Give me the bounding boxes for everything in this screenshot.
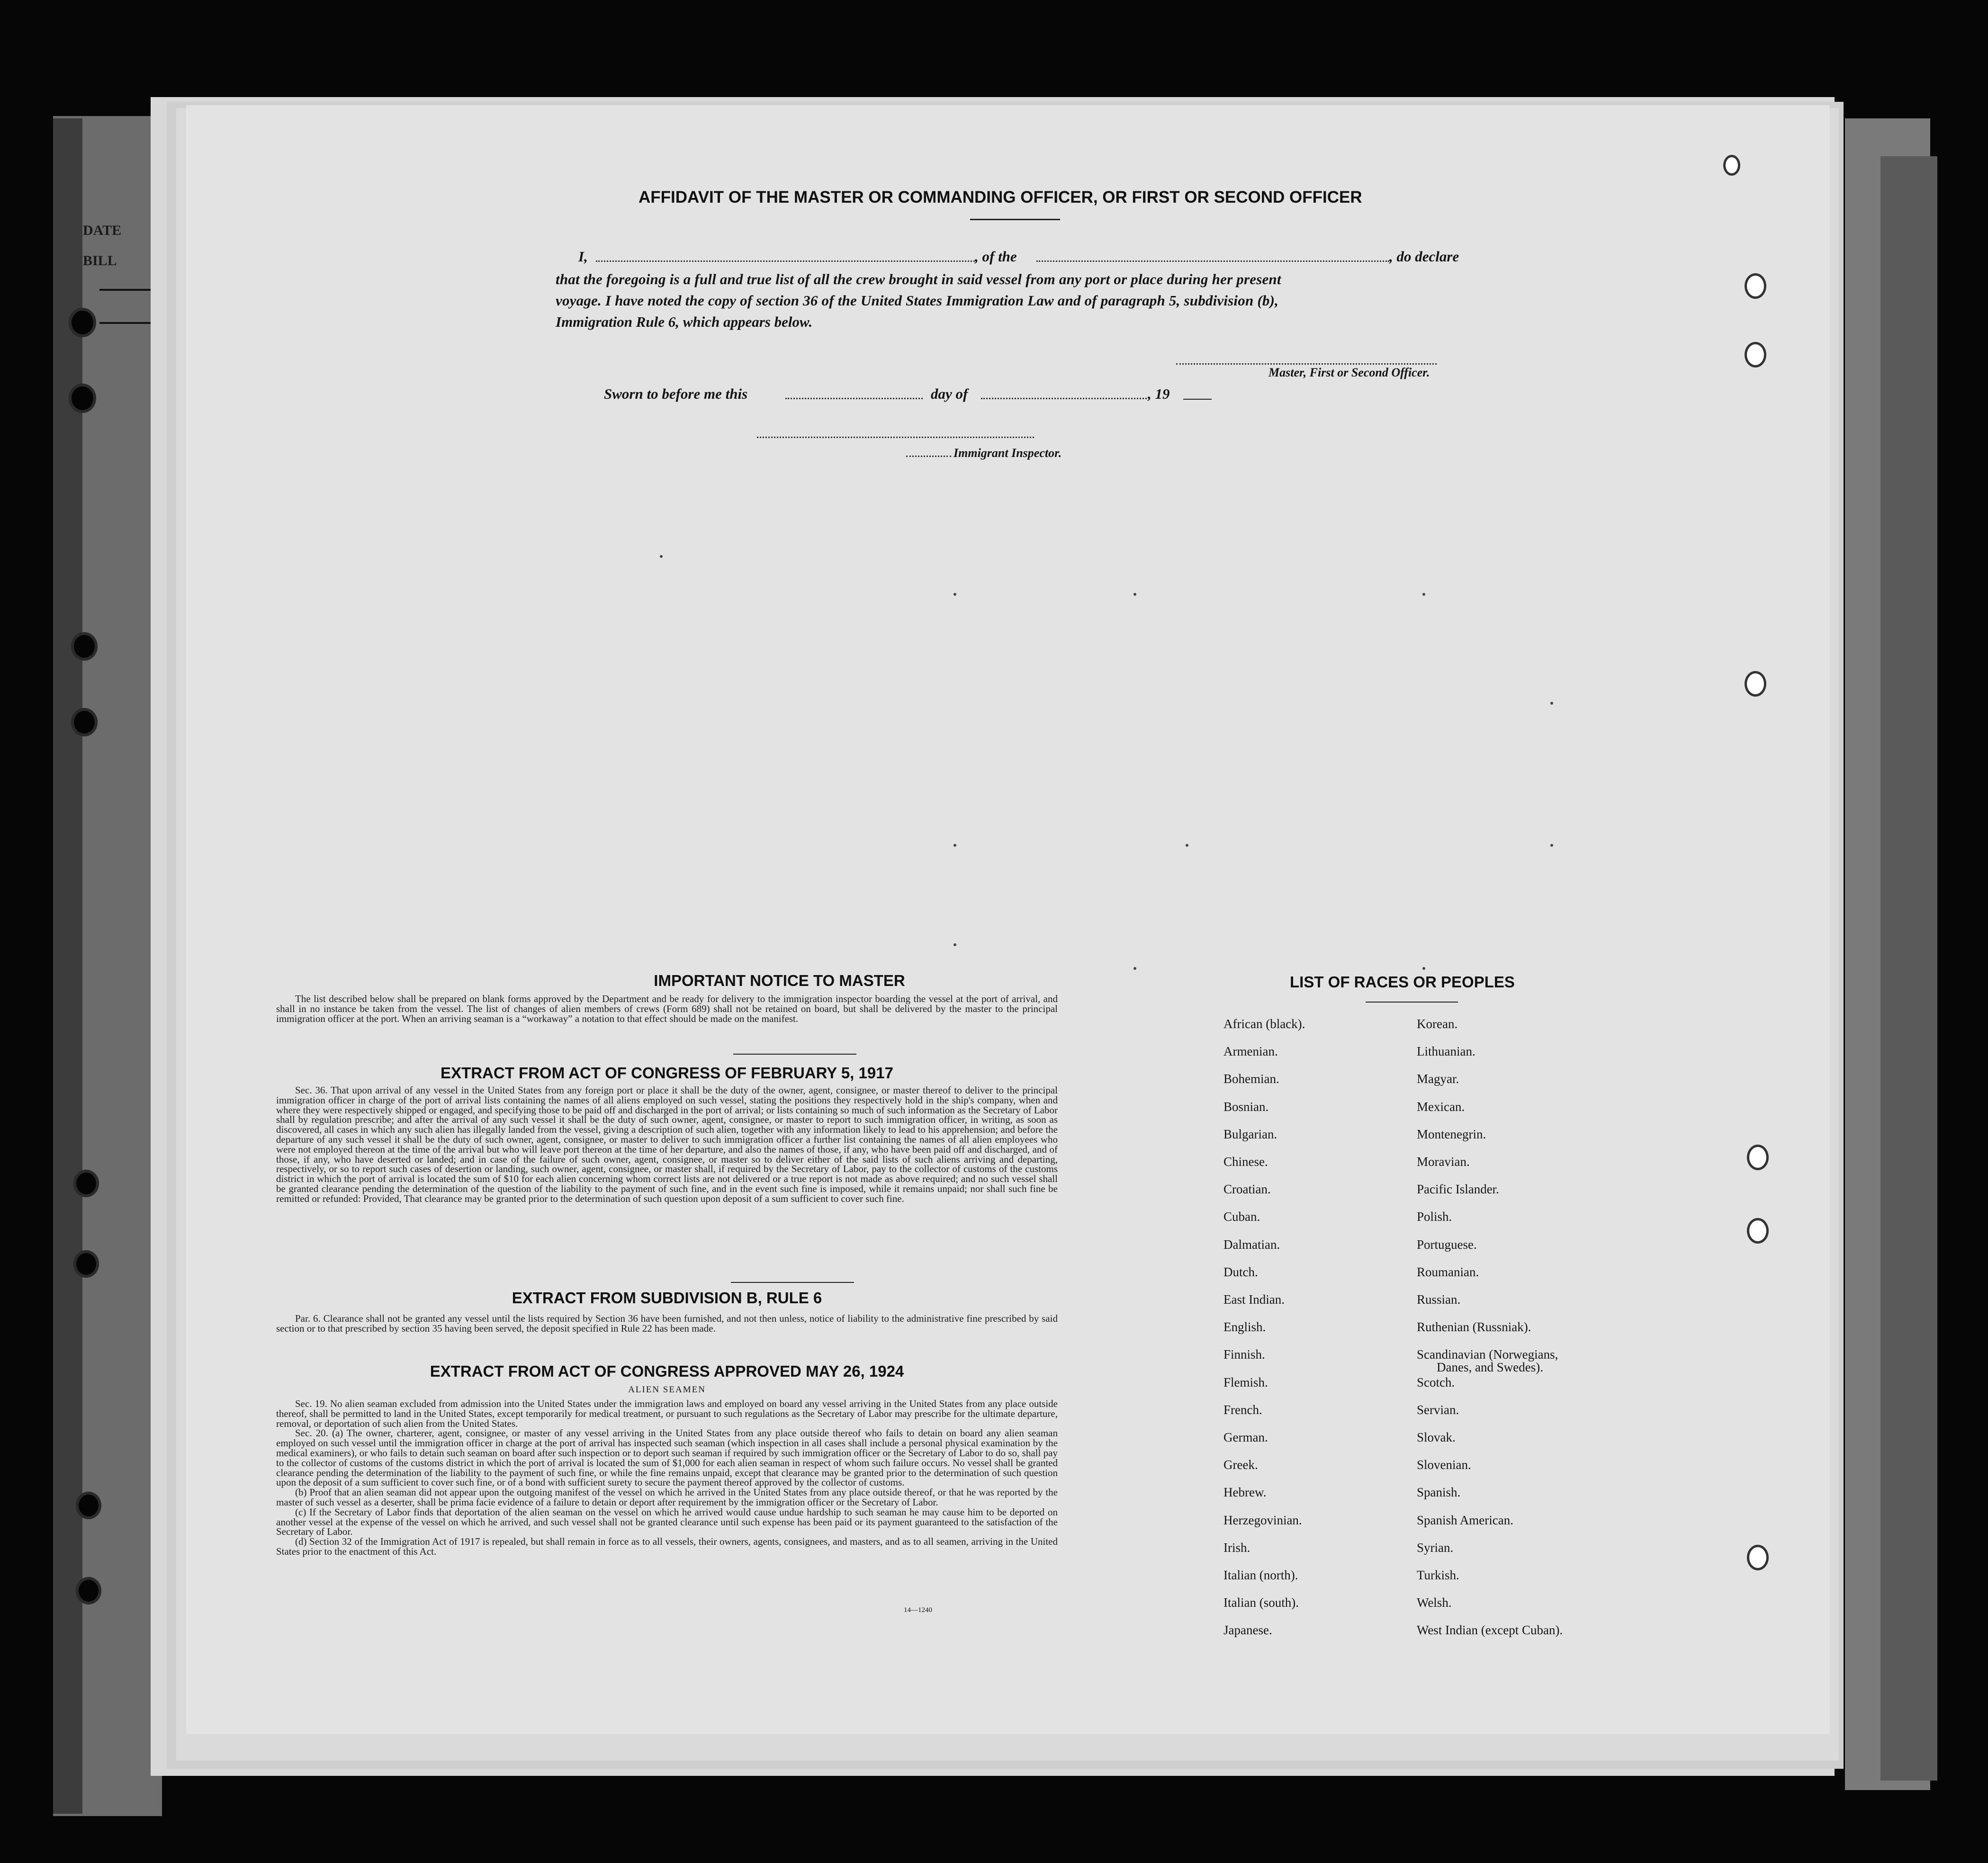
binder-spine	[53, 118, 82, 1814]
ring-hole	[1723, 155, 1740, 176]
inspector-dots	[906, 456, 951, 457]
ring-hole	[1747, 1545, 1769, 1570]
race-item: Croatian.	[1223, 1182, 1271, 1197]
race-item: Montenegrin.	[1417, 1127, 1486, 1141]
races-title: LIST OF RACES OR PEOPLES	[1290, 973, 1515, 991]
race-item: Greek.	[1223, 1458, 1258, 1472]
vessel-blank[interactable]	[1036, 260, 1389, 262]
of-the-label: , of the	[975, 248, 1017, 265]
year-label: , 19	[1148, 385, 1170, 402]
notice-text: The list described below shall be prepared on blank forms approved by the Department and be ready for delivery to the immigration inspector boarding the vessel at the port of arrival, and shall in no instance be taken from the vessel. The list of changes of alien members of crews (Form 689) shall not be retained on board, but shall be delivered by the master to the principal immigration officer at the port. When an arriving seaman is a “workaway” a notation to that effect should be made on the manifest.	[276, 993, 1058, 1024]
sworn-month-blank[interactable]	[981, 398, 1147, 399]
sworn-label: Sworn to before me this	[604, 385, 748, 402]
binder-hole	[73, 1170, 99, 1197]
race-item: Spanish American.	[1417, 1513, 1513, 1527]
name-blank[interactable]	[596, 260, 975, 262]
race-item: English.	[1223, 1320, 1266, 1335]
affidavit-line-2: voyage. I have noted the copy of section 36 of the United States Immigration Law and of paragraph 5, subdivision (b),	[556, 292, 1279, 309]
race-item: Syrian.	[1417, 1540, 1454, 1555]
binder-tab-line	[99, 289, 156, 291]
ring-hole	[1747, 1218, 1769, 1244]
race-item: Portuguese.	[1417, 1237, 1477, 1252]
inspector-label: Immigrant Inspector.	[954, 446, 1062, 460]
inspector-signature-line[interactable]	[757, 437, 1034, 438]
sworn-day-blank[interactable]	[785, 398, 923, 399]
race-item: Dutch.	[1223, 1264, 1258, 1279]
race-item: Bulgarian.	[1223, 1127, 1277, 1141]
binder-hole	[69, 384, 96, 413]
extract-1924-text: Sec. 19. No alien seaman excluded from admission into the United States under the immigration laws and employed on board any vessel arriving in the United States from any place outside thereof, shall be permitted to land in the United States, except temporarily for medical treatment, or pursuant to such regulations as the Secretary of Labor may prescribe for the ultimate departure, removal, or deportation of such alien from the United States. Sec. 20. (a) The owner, charterer, agent, consignee, or master of any vessel arriving in the United States from any place outside thereof who fails to detain on board any alien seaman employed on such vessel until the immigration officer in charge at the port of arrival has inspected such seaman (which inspection in all cases shall include a personal physical examination by the medical examiners), or who fails to detain such seaman on board after such inspection or to deport such seaman if required by such immigration officer or the Secretary of Labor to do so, shall pay to the collector of customs of the customs district in which the port of arrival is located the sum of $1,000 for each alien seaman in respect of whom such failure occurs. No vessel shall be granted clearance pending the determination of the liability to the payment of such fine, or while the fine remains unpaid, except that clearance may be granted prior to the determination of such question upon the deposit of a sum sufficient to cover such fine, or of a bond with sufficient surety to secure the payment thereof approved by the collector of customs. (b) Proof that an alien seaman did not appear upon the outgoing manifest of the vessel on which he arrived in the United States from any place outside thereof, or that he was reported by the master of such vessel as a deserter, shall be prima facie evidence of a failure to detain or deport after requirement by the immigration officer or the Secretary of Labor. (c) If the Secretary of Labor finds that deportation of the alien seaman on the vessel on which he arrived would cause undue hardship to such seaman he may cause him to be deported on another vessel at the expense of the vessel on which he arrived, and such vessel shall not be granted clearance until such expense has been paid or its payment guaranteed to the satisfaction of the Secretary of Labor. (d) Section 32 of the Immigration Act of 1917 is repealed, but shall remain in force as to all vessels, their owners, agents, consignees, and masters, and as to all seamen, arriving in the United States prior to the enactment of this Act.	[276, 1398, 1058, 1557]
binder-hole	[71, 632, 98, 661]
race-item: Magyar.	[1417, 1072, 1459, 1086]
ring-hole	[1745, 273, 1766, 299]
race-item: Lithuanian.	[1417, 1044, 1475, 1059]
race-item: Scotch.	[1417, 1375, 1455, 1389]
race-item: Armenian.	[1223, 1044, 1278, 1059]
ring-hole	[1747, 1145, 1769, 1170]
binder-tab	[83, 215, 121, 276]
binder-hole	[76, 1492, 101, 1519]
notice-title: IMPORTANT NOTICE TO MASTER	[654, 972, 905, 989]
crew-list-affidavit-page	[186, 105, 1830, 1734]
extract-1924-subtitle: ALIEN SEAMEN	[628, 1385, 706, 1395]
race-item: Ruthenian (Russniak).	[1417, 1320, 1531, 1335]
binder-hole	[73, 1250, 99, 1278]
race-item: Italian (south).	[1223, 1595, 1299, 1610]
race-item: Korean.	[1417, 1017, 1458, 1031]
race-item: Polish.	[1417, 1209, 1452, 1224]
race-item: Pacific Islander.	[1417, 1182, 1499, 1197]
divider	[1366, 1002, 1458, 1003]
i-label: I,	[578, 248, 588, 265]
extract-1917-title: EXTRACT FROM ACT OF CONGRESS OF FEBRUARY 5, 1917	[441, 1064, 893, 1082]
race-item: Spanish.	[1417, 1485, 1461, 1500]
race-item: Herzegovinian.	[1223, 1513, 1302, 1527]
race-item: African (black).	[1223, 1017, 1305, 1031]
race-item: Turkish.	[1417, 1568, 1459, 1582]
race-item: Hebrew.	[1223, 1485, 1267, 1500]
race-item: Dalmatian.	[1223, 1237, 1280, 1252]
ring-hole	[1745, 342, 1766, 367]
binder-tab-line	[99, 322, 156, 324]
race-item: East Indian.	[1223, 1292, 1285, 1307]
race-item: Bohemian.	[1223, 1072, 1279, 1086]
race-item: West Indian (except Cuban).	[1417, 1623, 1563, 1638]
extract-1924-title: EXTRACT FROM ACT OF CONGRESS APPROVED MAY 26, 1924	[430, 1362, 904, 1380]
binder-hole	[69, 308, 96, 337]
race-item: Italian (north).	[1223, 1568, 1298, 1582]
race-item: German.	[1223, 1430, 1268, 1444]
race-item: Mexican.	[1417, 1099, 1465, 1114]
binder-tab-bill: BILL	[83, 253, 117, 269]
race-item: Slovenian.	[1417, 1458, 1471, 1472]
race-item: Roumanian.	[1417, 1264, 1479, 1279]
binder-hole	[76, 1577, 101, 1604]
divider	[970, 219, 1060, 220]
do-declare-label: , do declare	[1389, 248, 1459, 265]
divider	[733, 1054, 856, 1055]
binder-cover-right-edge	[1880, 156, 1937, 1781]
race-item: Cuban.	[1223, 1209, 1260, 1224]
race-item: Irish.	[1223, 1540, 1250, 1555]
race-item: French.	[1223, 1402, 1262, 1417]
race-item: Servian.	[1417, 1402, 1459, 1417]
form-number: 14—1240	[904, 1606, 932, 1614]
binder-hole	[71, 708, 98, 736]
master-signature-line[interactable]	[1176, 363, 1437, 365]
divider	[731, 1282, 854, 1283]
race-item: Japanese.	[1223, 1623, 1272, 1638]
race-item: Moravian.	[1417, 1155, 1470, 1169]
extract-1917-text: Sec. 36. That upon arrival of any vessel in the United States from any foreign port or place it shall be the duty of the owner, agent, consignee, or master thereof to deliver to the principal immigration officer in charge of the port of arrival lists containing the names of all aliens employed on such vessel, stating the positions they respectively hold in the ship's company, when and where they were respectively shipped or engaged, and specifying those to be paid off and discharged in the port of arrival; or lists containing so much of such information as the Secretary of Labor shall by regulation prescribe; and after the arrival of any such vessel it shall be the duty of such owner, agent, consignee, or master to report to such immigration officer, in writing, as soon as discovered, all cases in which any such alien has illegally landed from the vessel, giving a description of such alien, together with any information likely to lead to his apprehension; and before the departure of any such vessel it shall be the duty of such owner, agent, consignee, or master to deliver to such immigration officer a further list containing the names of all alien employees who were not employed thereon at the time of the arrival but who will leave port thereon at the time of her departure, and also the names of those, if any, who have been paid off and discharged, and of those, if any, who have deserted or landed; and in case of the failure of such owner, agent, consignee, or master so to deliver either of the said lists of such aliens arriving and departing, respectively, or so to report such cases of desertion or landing, such owner, agent, consignee, or master shall, if required by the Secretary of Labor, pay to the collector of customs of the customs district in which the port of arrival is located the sum of $10 for each alien concerning whom correct lists are not delivered or a true report is not made as above required; and no such vessel shall be granted clearance pending the determination of the question of the liability to the payment of such fine, and in the event such fine is imposed, while it remains unpaid; nor shall such fine be remitted or refunded: Provided, That clearance may be granted prior to the determination of such question upon deposit of a sum sufficient to cover such fine.	[276, 1084, 1058, 1204]
master-signature-label: Master, First or Second Officer.	[1268, 366, 1430, 379]
race-item: Chinese.	[1223, 1155, 1268, 1169]
day-of-label: day of	[931, 385, 968, 402]
year-blank[interactable]	[1183, 399, 1212, 400]
race-item: Welsh.	[1417, 1595, 1452, 1610]
extract-rule6-title: EXTRACT FROM SUBDIVISION B, RULE 6	[512, 1289, 822, 1307]
race-item: Flemish.	[1223, 1375, 1268, 1389]
affidavit-title: AFFIDAVIT OF THE MASTER OR COMMANDING OFFICER, OR FIRST OR SECOND OFFICER	[639, 188, 1362, 206]
extract-rule6-text: Par. 6. Clearance shall not be granted any vessel until the lists required by Section 36 have been furnished, and not then unless, notice of liability to the administrative fine prescribed by said section or to that prescribed by section 35 having been served, the deposit specified in Rule 22 has been made.	[276, 1313, 1058, 1334]
affidavit-line-3: Immigration Rule 6, which appears below.	[556, 313, 813, 330]
race-item: Bosnian.	[1223, 1099, 1269, 1114]
binder-tab-date: DATE	[83, 223, 122, 238]
race-item: Slovak.	[1417, 1430, 1456, 1444]
race-item: Scandinavian (Norwegians,	[1417, 1347, 1558, 1362]
race-item: Finnish.	[1223, 1347, 1265, 1362]
affidavit-line-1: that the foregoing is a full and true list of all the crew brought in said vessel from any port or place during her present	[556, 271, 1281, 287]
race-item-continuation: Danes, and Swedes).	[1437, 1360, 1543, 1375]
race-item: Russian.	[1417, 1292, 1461, 1307]
